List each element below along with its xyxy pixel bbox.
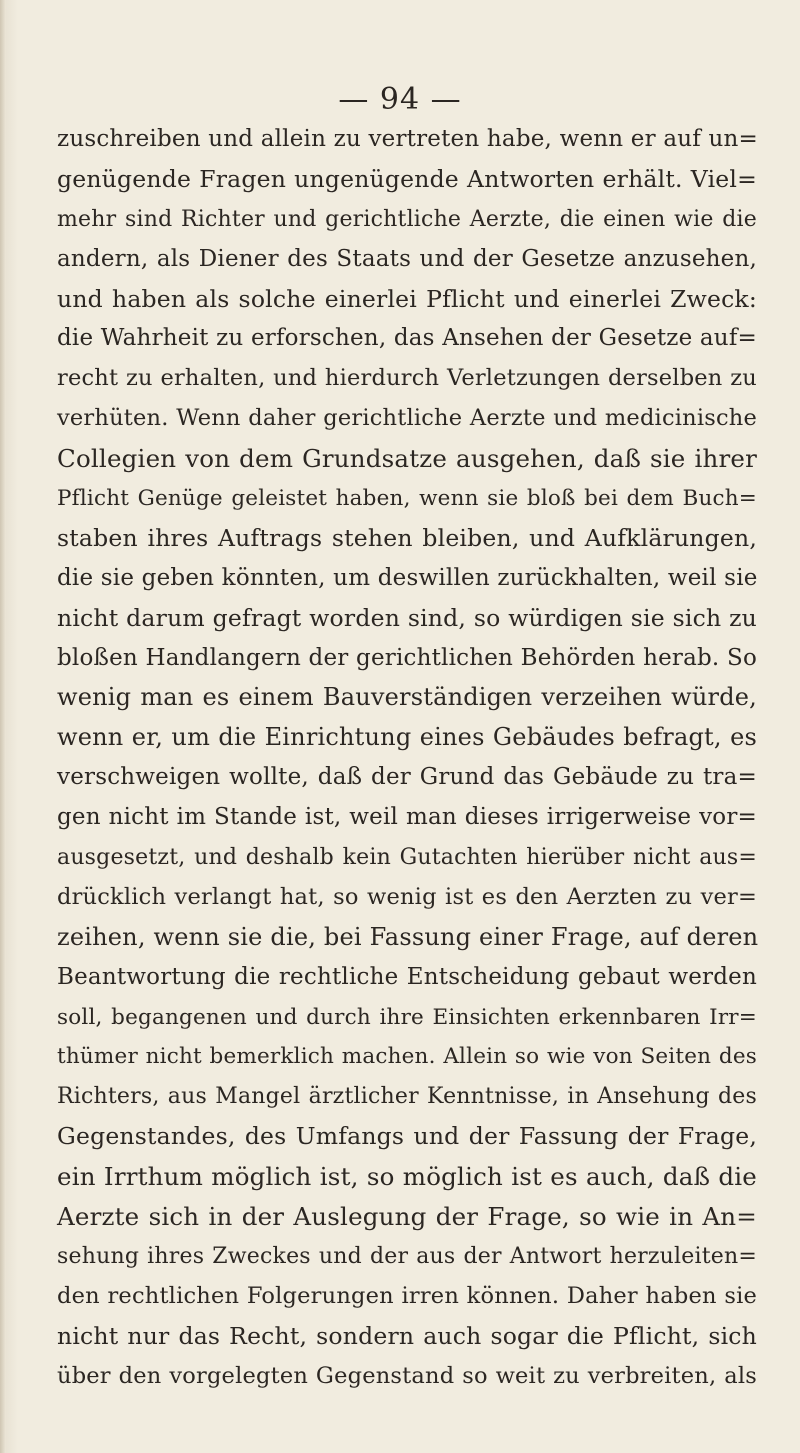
text-line: Pflicht Genüge geleistet haben, wenn sie bloß bei dem Buch= xyxy=(57,486,757,512)
body-text xyxy=(57,120,757,1397)
page-edge-shadow xyxy=(0,0,6,1453)
text-line: recht zu erhalten, und hierdurch Verletzungen derselben zu xyxy=(57,365,757,392)
text-line: Aerzte sich in der Auslegung der Frage, so wie in An= xyxy=(57,1202,757,1232)
text-line: Collegien von dem Grundsatze ausgehen, daß sie ihrer xyxy=(57,444,757,474)
text-line: ein Irrthum möglich ist, so möglich ist es auch, daß die xyxy=(57,1162,757,1192)
text-line: den rechtlichen Folgerungen irren können. Daher haben sie xyxy=(57,1282,757,1309)
page-number: — 94 — xyxy=(338,82,462,117)
text-line: Gegenstandes, des Umfangs und der Fassung der Frage, xyxy=(57,1122,757,1151)
text-line: die sie geben könnten, um deswillen zurückhalten, weil sie xyxy=(57,564,758,591)
text-line: thümer nicht bemerklich machen. Allein so wie von Seiten des xyxy=(57,1044,757,1070)
text-line: wenig man es einem Bauverständigen verzeihen würde, xyxy=(57,683,757,712)
text-line: soll, begangenen und durch ihre Einsichten erkennbaren Irr= xyxy=(57,1004,757,1030)
text-line: nicht darum gefragt worden sind, so würdigen sie sich zu xyxy=(57,603,757,632)
text-line: wenn er, um die Einrichtung eines Gebäudes befragt, es xyxy=(57,723,757,752)
text-line: andern, als Diener des Staats und der Gesetze anzusehen, xyxy=(57,245,757,272)
text-line: mehr sind Richter und gerichtliche Aerzte, die einen wie die xyxy=(57,206,757,232)
text-line: die Wahrheit zu erforschen, das Ansehen der Gesetze auf= xyxy=(57,325,758,352)
text-line: sehung ihres Zweckes und der aus der Antwort herzuleiten= xyxy=(57,1243,757,1269)
text-line: drücklich verlangt hat, so wenig ist es den Aerzten zu ver= xyxy=(57,883,757,910)
text-line: zuschreiben und allein zu vertreten habe, wenn er auf un= xyxy=(57,126,758,152)
text-line: verschweigen wollte, daß der Grund das Gebäude zu tra= xyxy=(57,764,757,791)
text-line: staben ihres Auftrags stehen bleiben, und Aufklärungen, xyxy=(57,523,757,552)
text-line: nicht nur das Recht, sondern auch sogar die Pflicht, sich xyxy=(57,1321,757,1350)
text-line: ausgesetzt, und deshalb kein Gutachten hierüber nicht aus= xyxy=(57,845,757,871)
text-line: Richters, aus Mangel ärztlicher Kenntnisse, in Ansehung des xyxy=(57,1084,757,1110)
text-line: verhüten. Wenn daher gerichtliche Aerzte und medicinische xyxy=(57,405,757,432)
text-line: bloßen Handlangern der gerichtlichen Behörden herab. So xyxy=(57,644,757,671)
text-line: gen nicht im Stande ist, weil man dieses irrigerweise vor= xyxy=(57,804,757,831)
text-line: und haben als solche einerlei Pflicht und einerlei Zweck: xyxy=(57,284,757,313)
text-line: Beantwortung die rechtliche Entscheidung gebaut werden xyxy=(57,963,757,990)
text-line: über den vorgelegten Gegenstand so weit zu verbreiten, als xyxy=(57,1362,757,1389)
text-line: genügende Fragen ungenügende Antworten erhält. Viel= xyxy=(57,164,757,193)
text-line: zeihen, wenn sie die, bei Fassung einer Frage, auf deren xyxy=(57,922,759,951)
